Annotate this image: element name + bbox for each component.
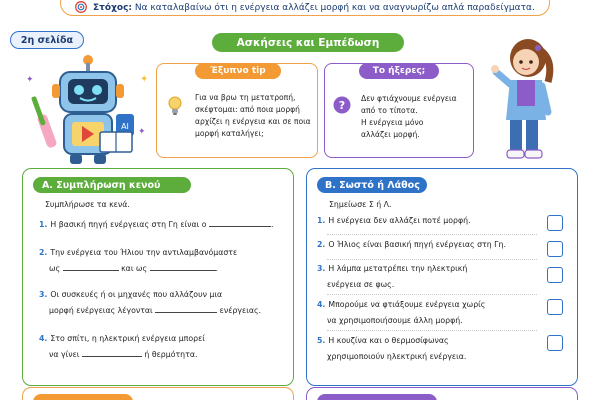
section-c-panel	[22, 387, 294, 400]
answer-blank[interactable]	[209, 218, 271, 227]
fill-item-4: 4. Στο σπίτι, η ηλεκτρική ενέργεια μπορεί να γίνει ή θερμότητα.	[39, 334, 205, 359]
section-d-panel	[306, 387, 578, 400]
goal-label: Στόχος:	[93, 3, 132, 13]
did-you-know-box	[324, 63, 474, 158]
fill-item-1: 1. Η βασική πηγή ενέργειας στη Γη είναι ο .	[39, 220, 274, 229]
page-label: 2η σελίδα	[10, 31, 84, 49]
tf-checkbox-1[interactable]	[547, 215, 563, 231]
section-fill-blanks	[22, 168, 294, 386]
tf-checkbox-4[interactable]	[547, 299, 563, 315]
page-title: Ασκήσεις και Εμπέδωση	[212, 33, 404, 52]
question-mark-icon	[333, 96, 351, 114]
tf-item-5: 5. Η κουζίνα και ο θερμοσίφωνας χρησιμοποιούν ηλεκτρική ενέργεια.	[317, 336, 467, 361]
tip-box	[156, 63, 318, 158]
goal-text: Να καταλαβαίνω ότι η ενέργεια αλλάζει μορφή και να αναγνωρίζω απλά παραδείγματα.	[134, 3, 535, 13]
svg-text:✦: ✦	[26, 75, 34, 85]
section-a-heading: Α. Συμπλήρωση κενού	[33, 177, 191, 193]
svg-text:AI: AI	[121, 122, 129, 131]
lightbulb-icon	[167, 96, 183, 116]
svg-text:?: ?	[338, 99, 346, 112]
section-true-false	[306, 168, 578, 386]
svg-text:✦: ✦	[140, 74, 149, 85]
tf-item-2: 2. Ο Ήλιος είναι βασική πηγή ενέργειας στη Γη.	[317, 240, 506, 249]
know-line: αλλάζει μορφή.	[361, 130, 420, 139]
section-d-heading	[317, 394, 437, 400]
section-b-instruction: Σημείωσε Σ ή Λ.	[329, 200, 392, 209]
tf-item-4: 4. Μπορούμε να φτιάξουμε ενέργεια χωρίς να χρησιμοποιήσουμε άλλη μορφή.	[317, 300, 486, 325]
tf-checkbox-5[interactable]	[547, 335, 563, 351]
tip-heading: Έξυπνο tip	[195, 63, 281, 79]
answer-blank[interactable]	[150, 262, 216, 271]
tf-item-1: 1. Η ενέργεια δεν αλλάζει ποτέ μορφή.	[317, 216, 471, 225]
section-a-instruction: Συμπλήρωσε τα κενά.	[45, 200, 130, 209]
robot-illustration	[22, 52, 152, 170]
fill-item-2: 2. Την ενέργεια του Ήλιου την αντιλαμβανόμαστε ως και ως .	[39, 248, 238, 273]
answer-blank[interactable]	[82, 348, 142, 357]
svg-text:✦: ✦	[138, 127, 146, 137]
tip-line: αρχίζει η ενέργεια και σε ποια	[195, 117, 311, 126]
did-you-know-heading: Το ήξερες;	[359, 63, 439, 79]
tf-checkbox-3[interactable]	[547, 267, 563, 283]
tf-item-3: 3. Η λάμπα μετατρέπει την ηλεκτρική ενέργεια σε φως.	[317, 264, 468, 289]
girl-illustration	[488, 36, 558, 164]
tf-checkbox-2[interactable]	[547, 241, 563, 257]
know-line: Η ενέργεια μόνο	[361, 118, 424, 127]
goal-banner	[60, 0, 550, 16]
know-line: Δεν φτιάχνουμε ενέργεια	[361, 94, 457, 103]
tip-line: μορφή καταλήγει;	[195, 129, 264, 138]
know-line: από το τίποτα.	[361, 106, 418, 115]
section-b-heading: Β. Σωστό ή Λάθος	[317, 177, 427, 193]
answer-blank[interactable]	[63, 262, 119, 271]
section-c-heading	[33, 394, 133, 400]
tip-line: σκέφτομαι: από ποια μορφή	[195, 105, 300, 114]
target-icon	[75, 1, 87, 13]
answer-blank[interactable]	[155, 304, 217, 313]
tip-line: Για να βρω τη μετατροπή,	[195, 93, 296, 102]
fill-item-3: 3. Οι συσκευές ή οι μηχανές που αλλάζουν μια μορφή ενέργειας λέγονται ενέργειας.	[39, 290, 262, 315]
